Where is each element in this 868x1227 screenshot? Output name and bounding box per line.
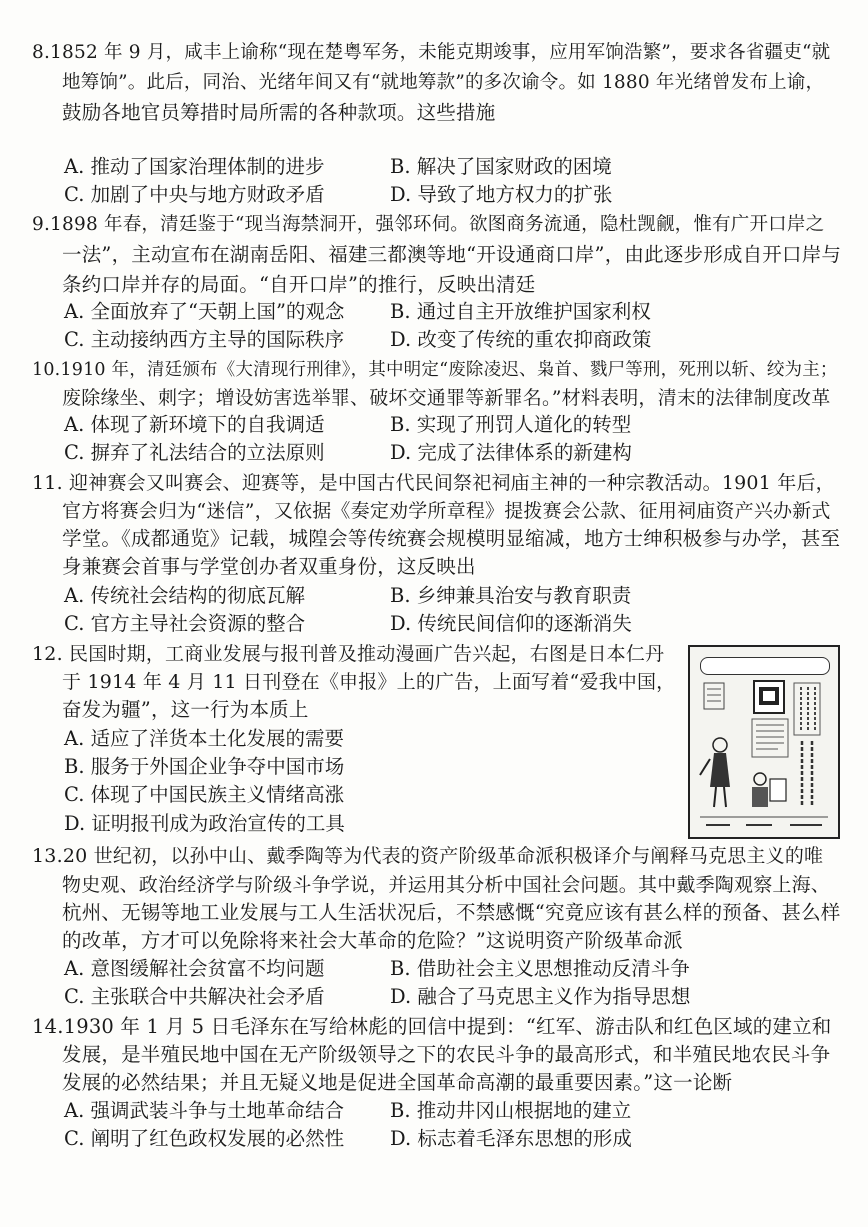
- question-14-line-1: 14.1930 年 1 月 5 日毛泽东在写给林彪的回信中提到：“红军、游击队和红色区域的建立和: [32, 1015, 832, 1038]
- question-11-line-3: 学堂。《成都通览》记载，城隍会等传统赛会规模明显缩减，地方士绅积极参与办学，甚至: [62, 527, 841, 550]
- question-12-line-1: 12. 民国时期，工商业发展与报刊普及推动漫画广告兴起，右图是日本仁丹: [32, 643, 665, 665]
- question-10-option-b: B. 实现了刑罚人道化的转型: [390, 413, 632, 436]
- question-8-option-d: D. 导致了地方权力的扩张: [390, 183, 613, 206]
- question-9-option-a: A. 全面放弃了“天朝上国”的观念: [64, 300, 345, 323]
- question-14-option-a: A. 强调武装斗争与土地革命结合: [64, 1099, 344, 1122]
- question-9-option-d: D. 改变了传统的重农抑商政策: [390, 328, 652, 351]
- question-14-option-c: C. 阐明了红色政权发展的必然性: [64, 1127, 345, 1150]
- question-10-option-d: D. 完成了法律体系的新建构: [390, 441, 632, 464]
- question-11-option-a: A. 传统社会结构的彻底瓦解: [64, 584, 305, 607]
- question-11-option-c: C. 官方主导社会资源的整合: [64, 612, 306, 635]
- question-13-option-a: A. 意图缓解社会贫富不均问题: [64, 957, 325, 980]
- question-8-line-2: 地筹饷”。此后，同治、光绪年间又有“就地筹款”的多次谕令。如 1880 年光绪曾发布上谕，: [62, 72, 825, 93]
- question-9-option-b: B. 通过自主开放维护国家利权: [390, 300, 651, 323]
- newspaper-ad-image: [688, 645, 840, 839]
- question-10-option-c: C. 摒弃了礼法结合的立法原则: [64, 441, 325, 464]
- question-11-line-2: 官方将赛会归为“迷信”，又依据《奏定劝学所章程》提拨赛会公款、征用祠庙资产兴办新式: [62, 500, 831, 522]
- question-13-option-d: D. 融合了马克思主义作为指导思想: [390, 985, 691, 1008]
- question-9-line-3: 条约口岸并存的局面。“自开口岸”的推行，反映出清廷: [62, 273, 536, 296]
- question-12-option-d: D. 证明报刊成为政治宣传的工具: [64, 812, 345, 835]
- question-8-line-3: 鼓励各地官员筹措时局所需的各种款项。这些措施: [62, 101, 496, 124]
- question-8-option-b: B. 解决了国家财政的困境: [390, 155, 612, 178]
- question-13-line-3: 杭州、无锡等地工业发展与工人生活状况后，不禁感慨“究竟应该有甚么样的预备、甚么样: [62, 901, 841, 924]
- question-14-option-b: B. 推动井冈山根据地的建立: [390, 1099, 632, 1122]
- question-11-option-b: B. 乡绅兼具治安与教育职责: [390, 584, 632, 607]
- question-11-line-4: 身兼赛会首事与学堂创办者双重身份，这反映出: [62, 555, 476, 578]
- question-8-line-1: 8.1852 年 9 月，咸丰上谕称“现在楚粤军务，未能克期竣事，应用军饷浩繁”，要求各省疆吏“就: [32, 42, 831, 63]
- question-10-line-1: 10.1910 年，清廷颁布《大清现行刑律》，其中明定“废除凌迟、枭首、戮尸等刑，死刑以斩、绞为主；: [32, 360, 838, 380]
- question-8-option-c: C. 加剧了中央与地方财政矛盾: [64, 183, 325, 206]
- question-14-line-3: 发展的必然结果；并且无疑义地是促进全国革命高潮的最重要因素。”这一论断: [62, 1071, 733, 1094]
- question-9-line-2: 一法”，主动宣布在湖南岳阳、福建三都澳等地“开设通商口岸”，由此逐步形成自开口岸与: [62, 243, 842, 266]
- question-11-option-d: D. 传统民间信仰的逐渐消失: [390, 612, 632, 635]
- question-12-line-2: 于 1914 年 4 月 11 日刊登在《申报》上的广告，上面写着“爱我中国，: [62, 671, 676, 693]
- question-10-option-a: A. 体现了新环境下的自我调适: [64, 413, 325, 436]
- question-14-option-d: D. 标志着毛泽东思想的形成: [390, 1127, 632, 1150]
- question-12-line-3: 奋发为疆”，这一行为本质上: [62, 698, 309, 721]
- question-8-option-a: A. 推动了国家治理体制的进步: [64, 155, 325, 178]
- question-13-option-b: B. 借助社会主义思想推动反清斗争: [390, 957, 690, 980]
- question-14-line-2: 发展，是半殖民地中国在无产阶级领导之下的农民斗争的最高形式，和半殖民地农民斗争: [62, 1043, 831, 1066]
- question-9-option-c: C. 主动接纳西方主导的国际秩序: [64, 328, 345, 351]
- question-13-line-1: 13.20 世纪初，以孙中山、戴季陶等为代表的资产阶级革命派积极译介与阐释马克思主义的唯: [32, 845, 824, 867]
- question-13-line-2: 物史观、政治经济学与阶级斗争学说，并运用其分析中国社会问题。其中戴季陶观察上海、: [62, 874, 831, 896]
- question-13-line-4: 的改革，方才可以免除将来社会大革命的危险？”这说明资产阶级革命派: [62, 929, 683, 952]
- ad-illustration: [690, 647, 838, 837]
- question-12-option-c: C. 体现了中国民族主义情绪高涨: [64, 783, 345, 806]
- question-12-option-a: A. 适应了洋货本土化发展的需要: [64, 727, 344, 750]
- question-11-line-1: 11. 迎神赛会又叫赛会、迎赛等，是中国古代民间祭祀祠庙主神的一种宗教活动。1901 年后，: [32, 472, 835, 494]
- question-10-line-2: 废除缘坐、刺字；增设妨害选举罪、破坏交通罪等新罪名。”材料表明，清末的法律制度改革: [62, 387, 831, 409]
- question-9-line-1: 9.1898 年春，清廷鉴于“现当海禁洞开，强邻环伺。欲图商务流通，隐杜觊觎，惟有广开口岸之: [32, 214, 825, 235]
- question-12-option-b: B. 服务于外国企业争夺中国市场: [64, 755, 345, 778]
- question-13-option-c: C. 主张联合中共解决社会矛盾: [64, 985, 325, 1008]
